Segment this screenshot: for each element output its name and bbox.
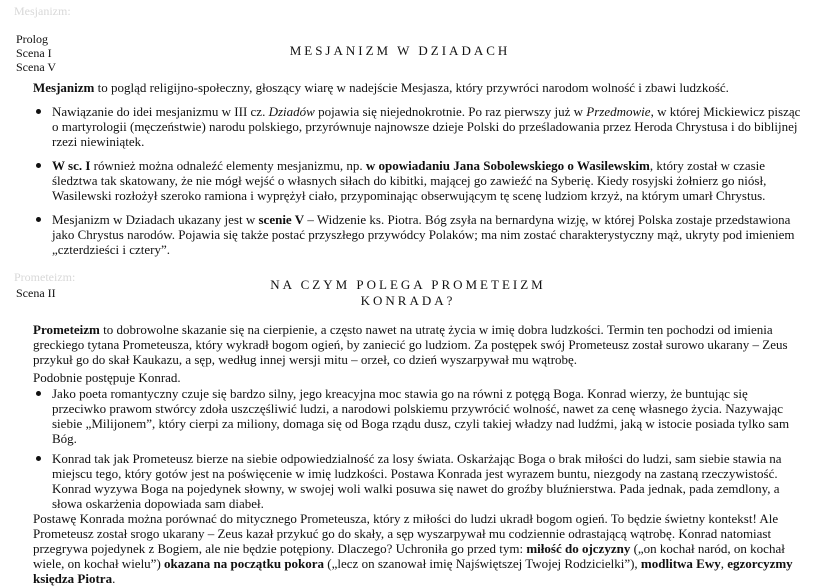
bullet-dot [36, 109, 41, 114]
text: („on kochał naród, on kochał wiele, on kochał wielu”) [33, 541, 785, 571]
text: („lecz on szanował imię Najświętszej Twojej Rodzicielki”), [324, 556, 641, 571]
text-bold: okazana na początku pokora [164, 556, 325, 571]
text: , który został w czasie śledztwa tak skatowany, że nie mógł wejść o własnych siłach do kibitki, mającej go zawieźć na Syberię. Kiedy rosyjski żołnierz go niósł, Wasilewski rozłożył szeroko ramiona i wyprężył ciało, przypominając obserwującym tę scenę ludziom krzyż, na którym umarł Chrystus. [52, 158, 767, 203]
sidebar-item-scena-ii: Scena II [16, 286, 56, 300]
bullet-dot [36, 456, 41, 461]
intro-paragraph-prometeizm [33, 322, 803, 367]
title-dziady: Dziadów [268, 104, 315, 119]
text: Nawiązanie do idei mesjanizmu w III cz. [52, 104, 269, 119]
text: Jako poeta romantyczny czuje się bardzo silny, jego kreacyjna moc stawia go na równi z potęgą Boga. Konrad wierzy, że buntując się przeciwko prawom stwórcy zdoła uszczęśliwić ludzi, a narodowi polskiemu przywrócić wolność, nawet za cenę własnego życia. Nazywając siebie „Milijonem”, który cierpi za miliony, domaga się od Boga rządu dusz, czyli takiej władzy nad ludźmi, jaką w istocie posiada tylko sam Bóg. [52, 386, 790, 446]
mesjanizm-bullet-list [32, 104, 802, 264]
sidebar-item-scena-i: Scena I [16, 46, 52, 60]
text: , [720, 556, 728, 571]
term-mesjanizm: Mesjanizm [33, 80, 95, 95]
text: również można odnaleźć elementy mesjanizmu, np. [90, 158, 366, 173]
text-bold: w opowiadaniu Jana Sobolewskiego o Wasilewskim [365, 158, 650, 173]
section-title-mesjanizm: MESJANIZM W DZIADACH [289, 43, 511, 58]
text: . [112, 571, 116, 586]
similar-line: Podobnie postępuje Konrad. [33, 370, 181, 385]
bullet-dot [36, 217, 41, 222]
title-przedmowa: Przedmowie [586, 104, 651, 119]
section-title-prometeizm-line2: KONRADA? [360, 293, 456, 308]
text: pojawia się niejednokrotnie. Po raz pierwszy już w [314, 104, 587, 119]
text-bold: modlitwa Ewy [640, 556, 721, 571]
intro-paragraph-mesjanizm [33, 80, 813, 95]
text: Postawę Konrada można porównać do mitycznego Prometeusza, który z miłości do ludzi ukradł bogom ogień. To będzie świetny kontekst! Ale Prometeusz został srogo ukarany – Zeus kazał przykuć go do skały, a sęp wyszarpywał mu codziennie odrastającą wątrobę. Konrad natomiast przegrywa pojedynek z Bogiem, ale nie będzie potępiony. Dlaczego? Uchroniła go przed tym: [33, 511, 779, 556]
section-title-prometeizm-line1: NA CZYM POLEGA PROMETEIZM [270, 277, 546, 292]
sidebar-item-scena-v: Scena V [16, 60, 57, 74]
list-item [32, 104, 802, 149]
closing-paragraph [33, 511, 803, 586]
list-item [32, 386, 802, 446]
sidebar-label-prometeizm: Prometeizm: [14, 270, 76, 284]
bullet-dot [36, 163, 41, 168]
term-prometeizm: Prometeizm [33, 322, 100, 337]
text-bold: miłość do ojczyzny [526, 541, 631, 556]
sidebar-label-mesjanizm: Mesjanizm: [14, 4, 71, 18]
list-item [32, 212, 802, 257]
bullet-dot [36, 391, 41, 396]
text-bold: egzorcyzmy księdza Piotra [33, 556, 793, 586]
text-bold: scenie V [258, 212, 305, 227]
intro-text: to dobrowolne skazanie się na cierpienie, a często nawet na utratę życia w imię dobra ludzkości. Termin ten pochodzi od imienia greckiego tytana Prometeusza, który wykradł bogom ogień, by zaniecić go ludziom. Za postępek swój Prometeusz został surowo ukarany – Zeus przykuł go do skał Kaukazu, a sęp, według innej wersji mitu – orzeł, co dzień wyszarpywał mu wątrobę. [33, 322, 788, 367]
text: , w której Mickiewicz pisząc o martyrologii (męczeństwie) narodu polskiego, przyrównuje najnowsze dzieje Polski do prześladowania przez Heroda Chrystusa i do biblijnej rzezi niewiniątek. [52, 104, 801, 149]
text-bold: W sc. I [52, 158, 91, 173]
list-item [32, 158, 802, 203]
text: Konrad tak jak Prometeusz bierze na siebie odpowiedzialność za losy świata. Oskarżając Boga o brak miłości do ludzi, sam siebie stawia na miejscu tego, który gotów jest na poświęcenie w imię ludzkości. Postawa Konrada jest wyrazem buntu, niezgody na zastaną rzeczywistość. Konrad wyzywa Boga na pojedynek słowny, w swojej woli walki posuwa się nawet do groźby bluźnierstwa. Pada jednak, pada zemdlony, a słowa oskarżenia dopowiada sam diabeł. [52, 451, 782, 511]
list-item [32, 451, 802, 511]
sidebar-item-prolog: Prolog [16, 32, 49, 46]
text: – Widzenie ks. Piotra. Bóg zsyła na bernardyna wizję, w której Polska zostaje przedstawiona jako Chrystus narodów. Pojawia się także postać przyszłego przywódcy Polaków; ma nim zostać charakterystyczny mąż, ukryty pod imieniem „czterdzieści i cztery”. [52, 212, 795, 257]
intro-text: to pogląd religijno-społeczny, głoszący wiarę w nadejście Mesjasza, który przywróci narodom wolność i zbawi ludzkość. [94, 80, 729, 95]
prometeizm-bullet-list [32, 386, 802, 518]
text: Mesjanizm w Dziadach ukazany jest w [52, 212, 259, 227]
